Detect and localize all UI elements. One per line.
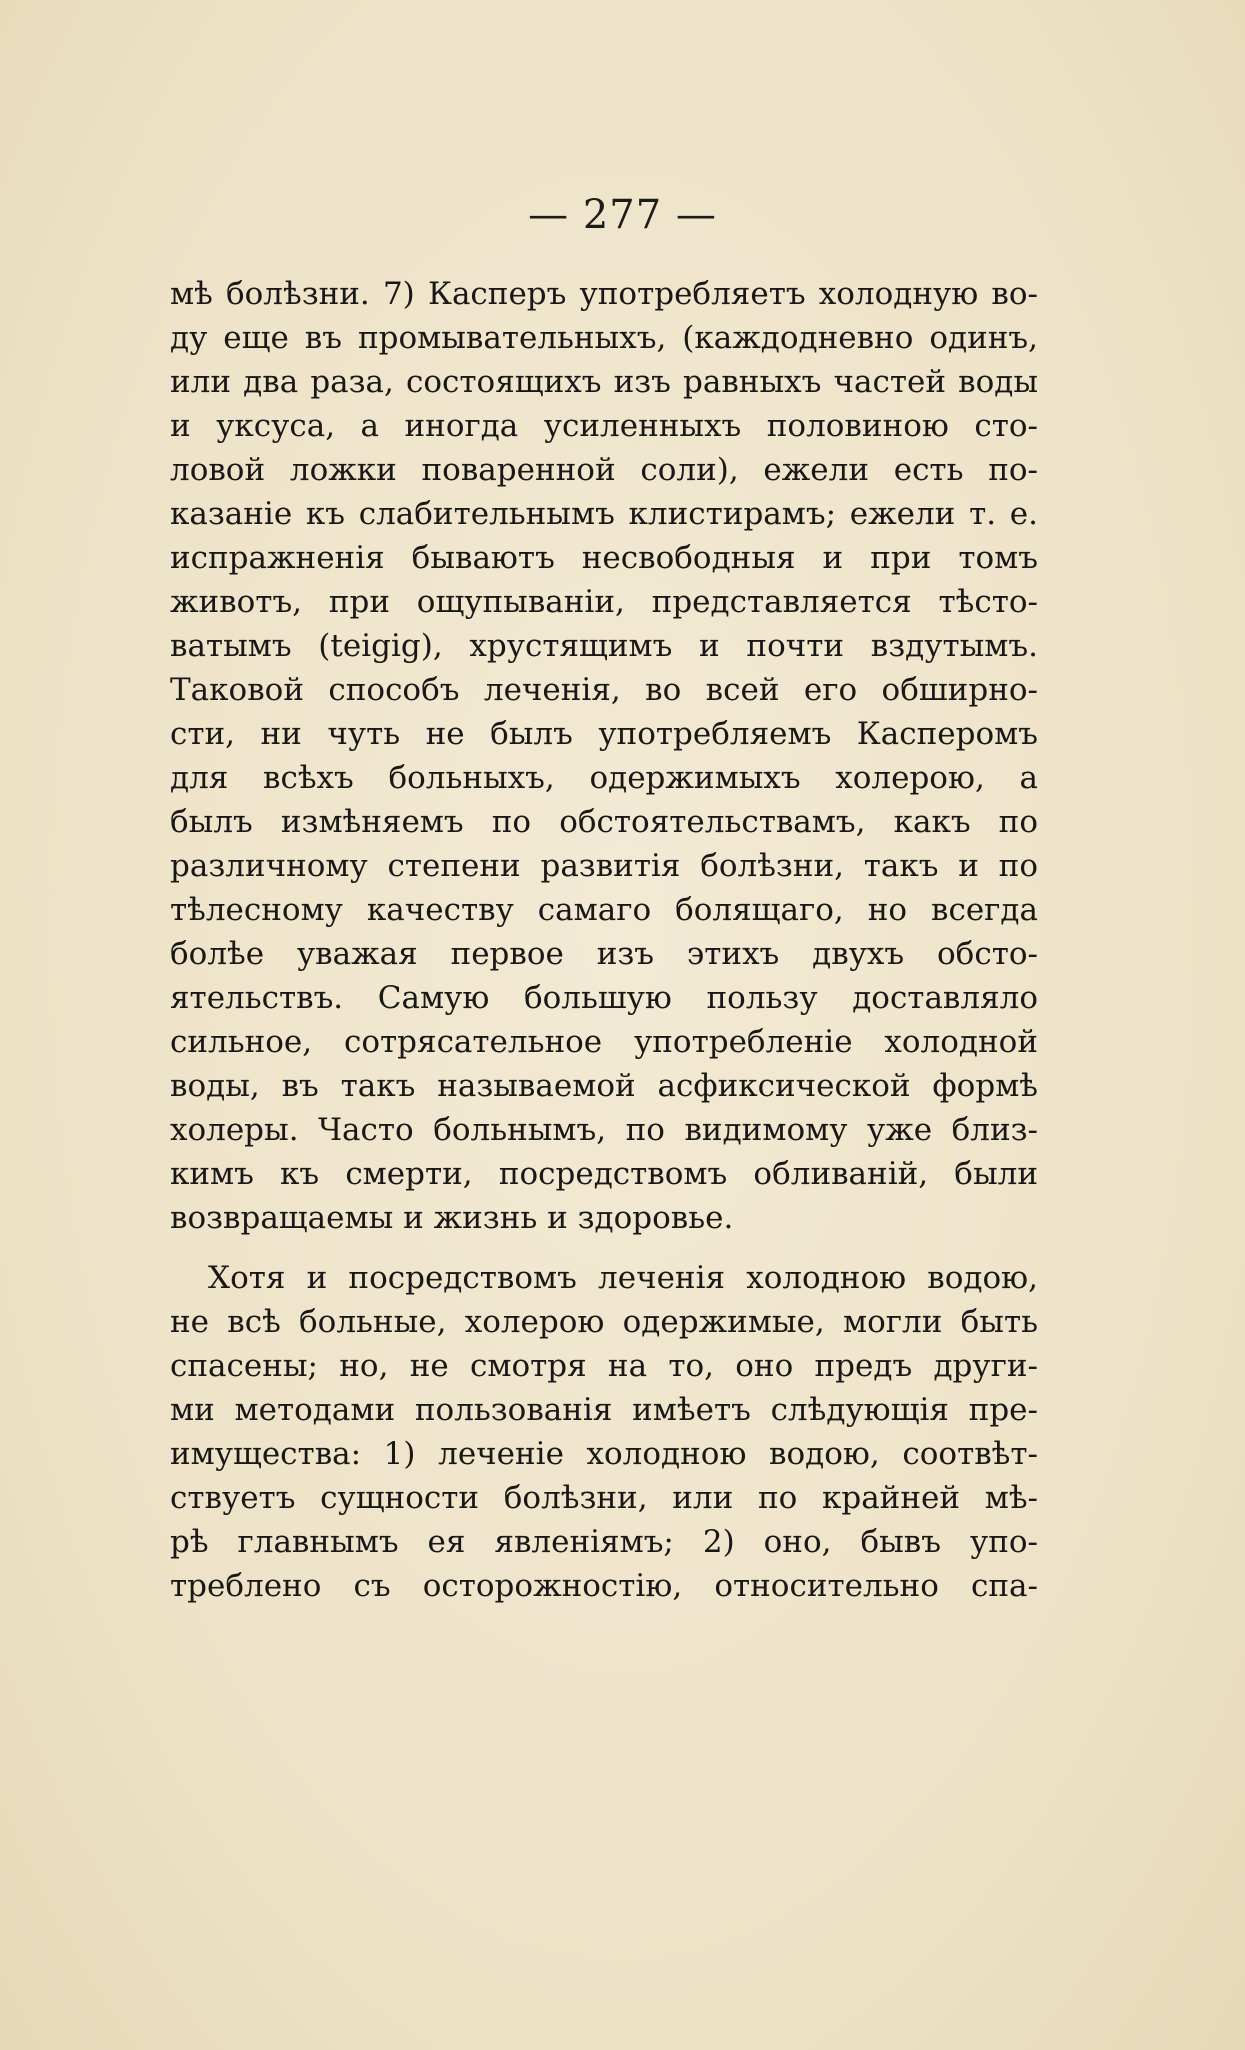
text-line: ствуетъ сущности болѣзни, или по крайней мѣ- [170, 1480, 1038, 1516]
text-line: кимъ къ смерти, посредствомъ обливаній, были [170, 1156, 1038, 1192]
text-line: и уксуса, а иногда усиленныхъ половиною сто- [170, 408, 1038, 444]
text-line: возвращаемы и жизнь и здоровье. [170, 1200, 734, 1236]
text-line: ми методами пользованія имѣетъ слѣдующія пре- [170, 1392, 1038, 1428]
text-line: казаніе къ слабительнымъ клистирамъ; ежели т. е. [170, 496, 1038, 532]
text-line: былъ измѣняемъ по обстоятельствамъ, какъ по [170, 804, 1038, 840]
text-line: сти, ни чуть не былъ употребляемъ Касперомъ [170, 716, 1038, 752]
paragraph-1 [170, 272, 1038, 1240]
text-line: для всѣхъ больныхъ, одержимыхъ холерою, а [170, 760, 1038, 796]
text-line: не всѣ больные, холерою одержимые, могли быть [170, 1304, 1038, 1340]
text-line: ловой ложки поваренной соли), ежели есть по- [170, 452, 1038, 488]
text-line: воды, въ такъ называемой асфиксической формѣ [170, 1068, 1038, 1104]
text-line: Таковой способъ леченія, во всей его обширно- [170, 672, 1038, 708]
text-line: ятельствъ. Самую большую пользу доставляло [170, 980, 1038, 1016]
text-line: испражненія бываютъ несвободныя и при томъ [170, 540, 1038, 576]
text-line: имущества: 1) леченіе холодною водою, соотвѣт- [170, 1436, 1038, 1472]
text-line: сильное, сотрясательное употребленіе холодной [170, 1024, 1038, 1060]
text-line: животъ, при ощупываніи, представляется тѣсто- [170, 584, 1038, 620]
page-number: — 277 — [528, 192, 717, 238]
text-line: ватымъ (teigig), хрустящимъ и почти вздутымъ. [170, 628, 1038, 664]
text-line: Хотя и посредствомъ леченія холодною водою, [208, 1260, 1038, 1296]
text-line: холеры. Часто больнымъ, по видимому уже близ- [170, 1112, 1038, 1148]
text-line: треблено съ осторожностію, относительно спа- [170, 1568, 1038, 1604]
text-line: болѣе уважая первое изъ этихъ двухъ обсто- [170, 936, 1038, 972]
text-line: ду еще въ промывательныхъ, (каждодневно одинъ, [170, 320, 1038, 356]
text-line: или два раза, состоящихъ изъ равныхъ частей воды [170, 364, 1038, 400]
text-line: мѣ болѣзни. 7) Касперъ употребляетъ холодную во- [170, 276, 1038, 312]
paragraph-2 [170, 1256, 1038, 1608]
text-line: различному степени развитія болѣзни, такъ и по [170, 848, 1038, 884]
text-line: рѣ главнымъ ея явленіямъ; 2) оно, бывъ упо- [170, 1524, 1038, 1560]
text-line: спасены; но, не смотря на то, оно предъ други- [170, 1348, 1038, 1384]
text-line: тѣлесному качеству самаго болящаго, но всегда [170, 892, 1038, 928]
paragraph-gap [170, 1240, 1038, 1256]
body-text [170, 272, 1038, 1608]
